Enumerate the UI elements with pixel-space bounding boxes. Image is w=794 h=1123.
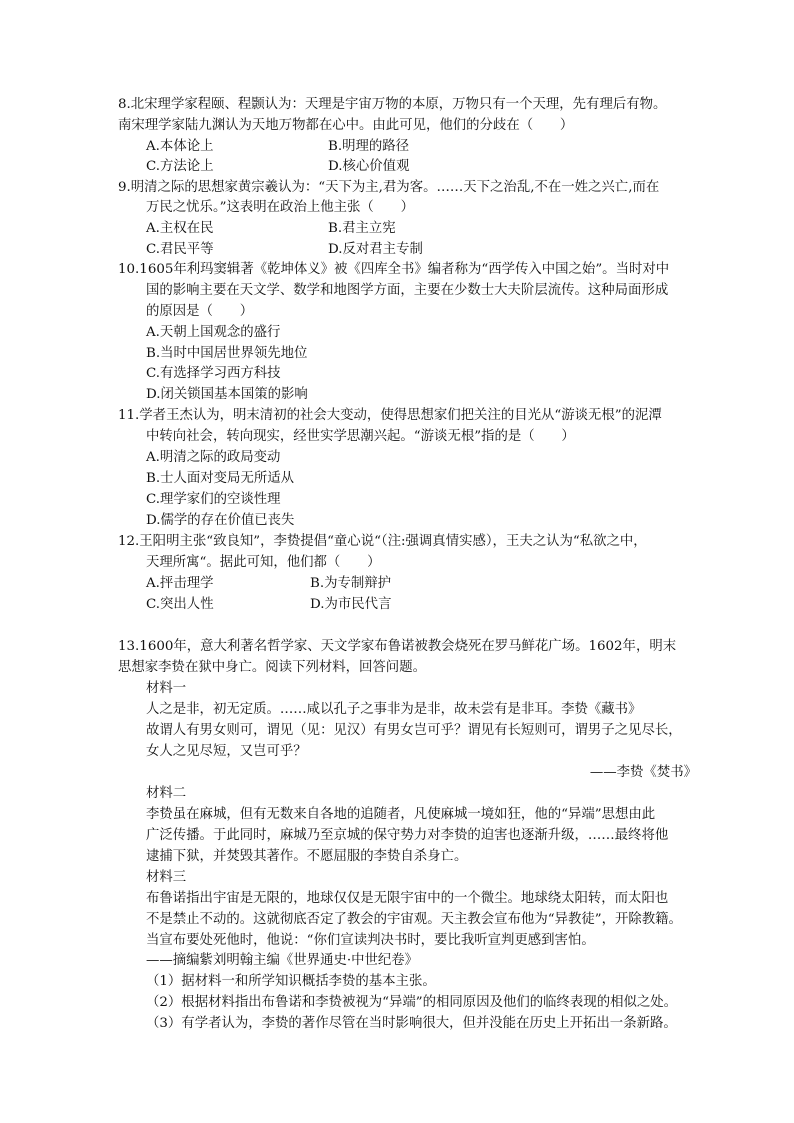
q12-option-c: C.突出人性	[146, 597, 214, 612]
q10-stem-line3: 的原因是（ ）	[146, 304, 254, 319]
q8-option-a: A.本体论上	[146, 139, 214, 154]
q13-stem-line1: 13.1600年，意大利著名哲学家、天文学家布鲁诺被教会烧死在罗马鲜花广场。1602年，明末	[118, 639, 677, 654]
q11-stem-line2: 中转向社会，转向现实，经世实学思潮兴起。“游谈无根”指的是（ ）	[146, 429, 575, 444]
q12-option-d: D.为市民代言	[310, 597, 392, 612]
q12-option-a: A.抨击理学	[146, 576, 214, 591]
material-3-line3: 当宣布要处死他时，他说：“你们宣读判决书时，要比我听宣判更感到害怕。	[146, 933, 595, 948]
q9-option-a: A.主权在民	[146, 221, 214, 236]
q9-stem-line1: 9.明清之际的思想家黄宗羲认为：“天下为主,君为客。……天下之治乱,不在一姓之兴亡,而在	[118, 180, 660, 195]
q12-option-b: B.为专制辩护	[310, 576, 392, 591]
q8-option-b: B.明理的路径	[328, 139, 410, 154]
material-3-title: 材料三	[146, 870, 187, 885]
material-1-source: ——李贽《焚书》	[589, 765, 697, 780]
material-2-line1: 李贽虽在麻城，但有无数来自各地的追随者，凡使麻城一境如狂，他的“异端”思想由此	[146, 807, 656, 822]
material-3-line1: 布鲁诺指出宇宙是无限的，地球仅仅是无限宇宙中的一个微尘。地球绕太阳转，而太阳也	[146, 891, 669, 906]
q10-stem-line1: 10.1605年利玛窦辑著《乾坤体义》被《四库全书》编者称为“西学传入中国之始”。当时对中	[118, 262, 670, 277]
q11-option-d: D.儒学的存在价值已丧失	[146, 513, 295, 528]
q10-option-a: A.天朝上国观念的盛行	[146, 325, 281, 340]
q8-option-c: C.方法论上	[146, 159, 214, 174]
material-2-line2: 广泛传播。于此同时，麻城乃至京城的保守势力对李贽的迫害也逐渐升级，……最终将他	[146, 828, 669, 843]
q12-stem-line1: 12.王阳明主张“致良知”，李贽提倡“童心说“（注:强调真情实感），王夫之认为“私欲之中，	[118, 534, 647, 549]
q12-stem-line2: 天理所寓“。据此可知，他们都（ ）	[146, 555, 381, 570]
q9-option-d: D.反对君主专制	[328, 242, 423, 257]
material-2-title: 材料二	[146, 786, 187, 801]
q11-stem-line1: 11.学者王杰认为，明末清初的社会大变动，使得思想家们把关注的目光从“游谈无根”的泥潭	[118, 408, 662, 423]
subquestion-2: （2）根据材料指出布鲁诺和李贽被视为“异端”的相同原因及他们的临终表现的相似之处。	[146, 995, 678, 1010]
q10-option-b: B.当时中国居世界领先地位	[146, 346, 308, 361]
material-3-line2: 不是禁止不动的。这就彻底否定了教会的宇宙观。天主教会宣布他为“异教徒”，开除教籍。	[146, 912, 682, 927]
material-1-line1: 人之是非，初无定质。……咸以孔子之事非为是非，故未尝有是非耳。李贽《藏书》	[146, 702, 642, 717]
q8-stem-line1: 8.北宋理学家程颐、程颢认为：天理是宇宙万物的本原，万物只有一个天理，先有理后有物。	[118, 97, 667, 112]
q9-option-b: B.君主立宪	[328, 221, 396, 236]
material-1-line3: 女人之见尽短，又岂可乎？	[146, 744, 307, 759]
material-2-line3: 逮捕下狱，并焚毁其著作。不愿屈服的李贽自杀身亡。	[146, 849, 468, 864]
q13-stem-line2: 思想家李贽在狱中身亡。阅读下列材料，回答问题。	[118, 660, 426, 675]
q10-stem-line2: 国的影响主要在天文学、数学和地图学方面，主要在少数士大夫阶层流传。这种局面形成	[146, 283, 669, 298]
q9-stem-line2: 万民之忧乐。”这表明在政治上他主张（ ）	[146, 200, 414, 215]
q10-option-c: C.有选择学习西方科技	[146, 366, 281, 381]
q9-option-c: C.君民平等	[146, 242, 214, 257]
material-1-title: 材料一	[146, 681, 187, 696]
q10-option-d: D.闭关锁国基本国策的影响	[146, 387, 308, 402]
q11-option-a: A.明清之际的政局变动	[146, 450, 281, 465]
subquestion-1: （1）据材料一和所学知识概括李贽的基本主张。	[146, 974, 436, 989]
q8-stem-line2: 南宋理学家陆九渊认为天地万物都在心中。由此可见，他们的分歧在（ ）	[118, 118, 574, 133]
q11-option-b: B.士人面对变局无所适从	[146, 471, 295, 486]
material-1-line2: 故谓人有男女则可，谓见（见：见汉）有男女岂可乎？谓见有长短则可，谓男子之见尽长，	[146, 723, 682, 738]
q8-option-d: D.核心价值观	[328, 159, 410, 174]
material-3-source: ——摘编紫刘明翰主编《世界通史·中世纪卷》	[146, 953, 419, 968]
subquestion-3: （3）有学者认为，李贽的著作尽管在当时影响很大，但并没能在历史上开拓出一条新路。	[146, 1016, 677, 1031]
q11-option-c: C.理学家们的空谈性理	[146, 492, 281, 507]
